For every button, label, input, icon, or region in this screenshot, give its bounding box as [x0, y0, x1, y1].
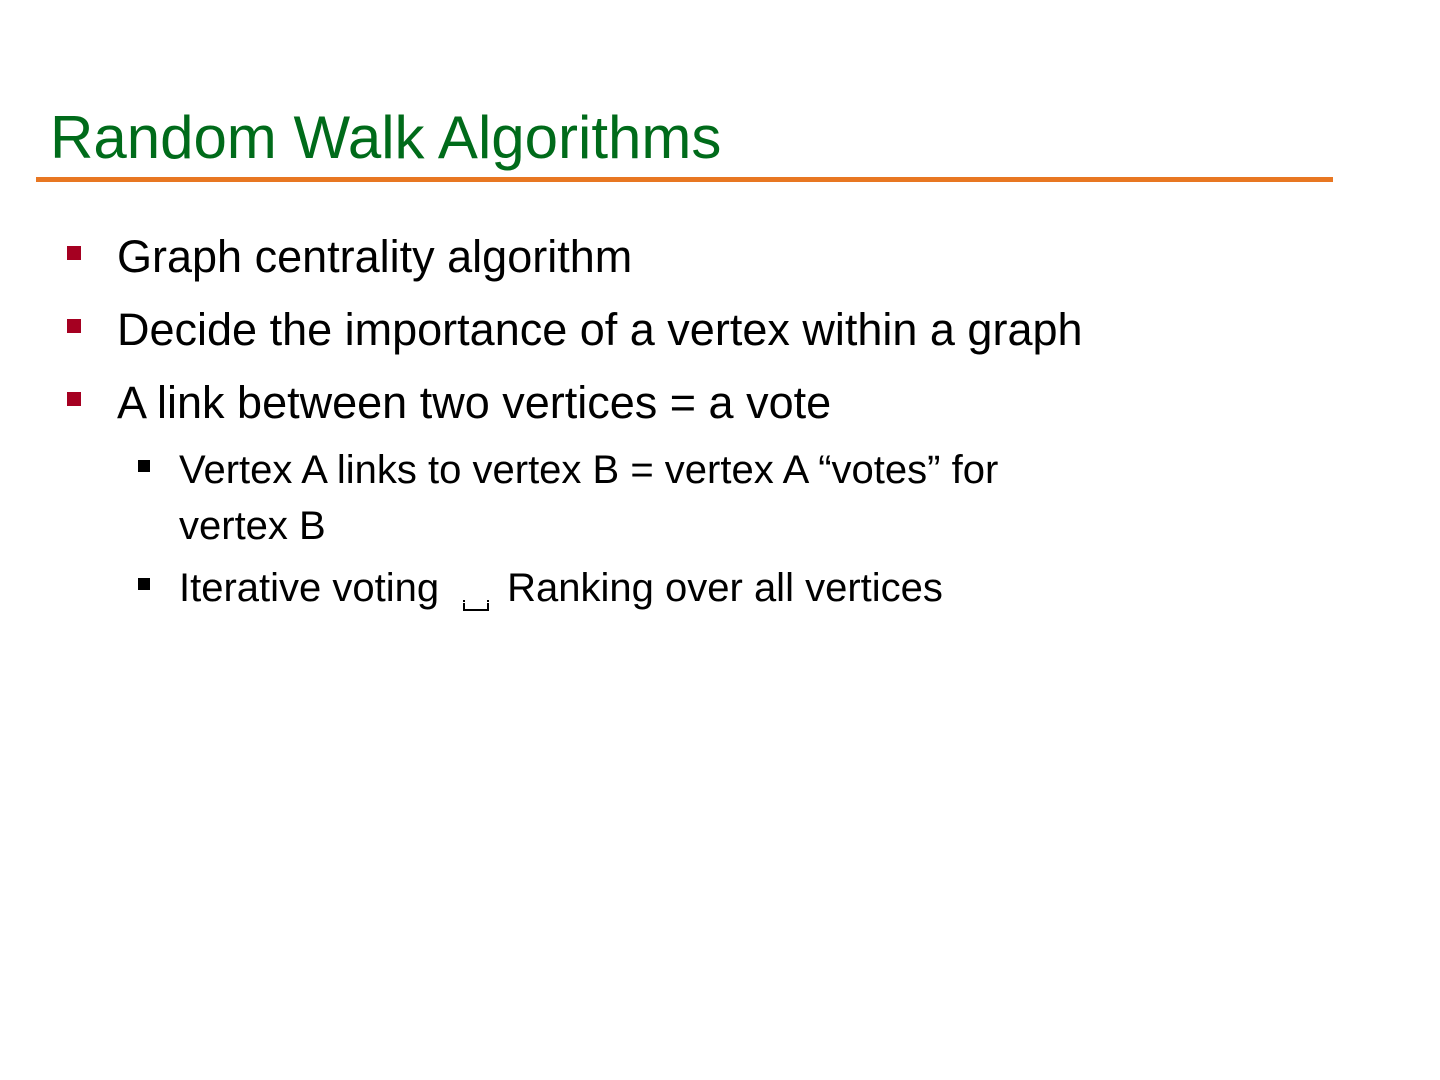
sub-bullet-text-line-2: vertex B [179, 504, 326, 548]
sub-bullet-text-after: Ranking over all vertices [507, 566, 943, 610]
bullet-text: Decide the importance of a vertex within a graph [117, 304, 1083, 355]
sub-bullet-text-line-1: Vertex A links to vertex B = vertex A “votes” for [179, 448, 999, 492]
slide-title: Random Walk Algorithms [50, 104, 722, 171]
sub-bullet-text [179, 560, 943, 616]
arrow-icon [463, 597, 493, 611]
sub-bullet-text-before: Iterative voting [179, 566, 440, 610]
bullet-text: Graph centrality algorithm [117, 231, 633, 282]
square-bullet-icon [67, 246, 81, 260]
square-bullet-icon [138, 460, 150, 472]
bullet-text: A link between two vertices = a vote [117, 377, 832, 428]
square-bullet-icon [138, 578, 150, 590]
square-bullet-icon [67, 319, 81, 333]
square-bullet-icon [67, 392, 81, 406]
